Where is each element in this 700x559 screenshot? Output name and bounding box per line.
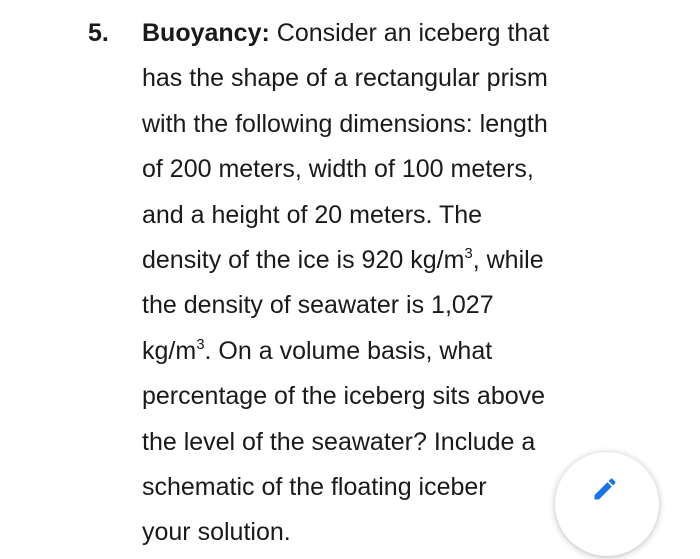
problem-line-9: percentage of the iceberg sits above: [142, 382, 546, 411]
problem-line-2: has the shape of a rectangular prism: [142, 64, 548, 93]
problem-line-12: your solution.: [142, 518, 291, 547]
problem-line-6: density of the ice is 920 $kg/m^3$, while: [142, 244, 544, 274]
pencil-icon: [591, 475, 619, 503]
problem-line-4: of 200 meters, width of 100 meters,: [142, 155, 534, 184]
problem-line-10: the level of the seawater? Include a: [142, 427, 536, 456]
problem-line-8: $kg/m^3$. On a volume basis, what: [142, 335, 493, 365]
problem-line-5: and a height of 20 meters. The: [142, 200, 483, 229]
problem-line-11: schematic of the floating iceber: [142, 472, 487, 501]
problem-body: [142, 14, 549, 559]
problem-line-1: Buoyancy: Consider an iceberg that: [142, 19, 550, 47]
problem-title: Buoyancy:: [142, 19, 270, 47]
superscript: 3: [464, 244, 473, 262]
problem-line-7: the density of seawater is 1,027: [142, 291, 494, 320]
superscript: 3: [196, 335, 205, 353]
edit-fab-button[interactable]: [555, 452, 659, 556]
problem-number: 5.: [88, 19, 109, 47]
problem-line-3: with the following dimensions: length: [142, 109, 548, 138]
